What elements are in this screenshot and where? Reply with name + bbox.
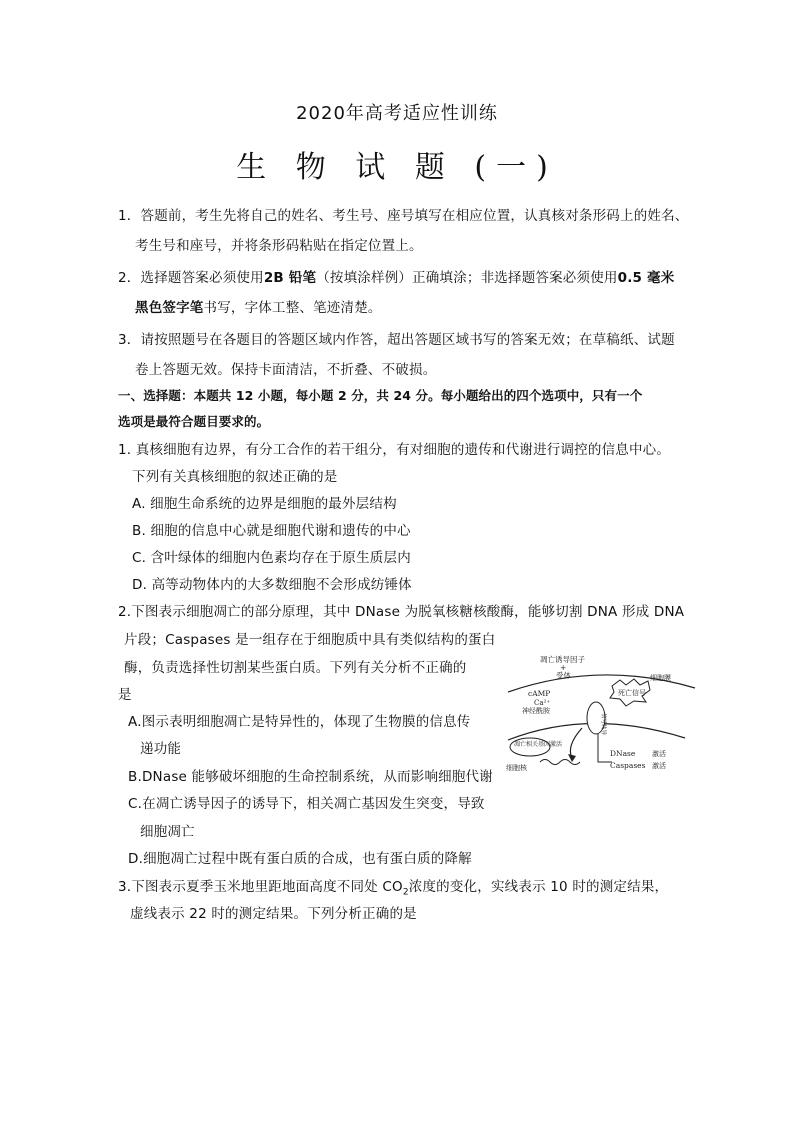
label-dnase: DNase xyxy=(610,749,636,758)
section-header-line2: 选项是最符合题目要求的。 xyxy=(118,414,270,429)
label-ca: Ca²⁺ xyxy=(534,699,551,707)
q1-stem-line1: 1. 真核细胞有边界，有分工合作的若干组分，有对细胞的遗传和代谢进行调控的信息中心。 xyxy=(118,442,671,458)
q2-stem-line2: 片段；Caspases 是一组存在于细胞质中具有类似结构的蛋白 xyxy=(124,632,496,648)
exam-title: 生 物 试 题 (一) xyxy=(236,150,558,185)
q2-option-d: D.细胞凋亡过程中既有蛋白质的合成，也有蛋白质的降解 xyxy=(128,851,472,867)
label-caspases: Caspases xyxy=(610,761,646,770)
label-nucleus: 细胞核 xyxy=(506,764,527,772)
instruction-text: （按填涂样例）正确填涂；非选择题答案必须使用 xyxy=(316,270,618,286)
section-header-line1: 一、选择题：本题共 12 小题，每小题 2 分，共 24 分。每小题给出的四个选项中，只有一个 xyxy=(118,388,643,403)
q1-option-b: B. 细胞的信息中心就是细胞代谢和遗传的中心 xyxy=(132,523,411,539)
instruction-text: 选择题答案必须使用 xyxy=(140,270,264,286)
q2-option-c-line1: C.在凋亡诱导因子的诱导下，相关凋亡基因发生突变，导致 xyxy=(128,796,485,812)
label-activate-1: 激活 xyxy=(652,750,666,758)
label-gene-activation: 凋亡相关基因激活 xyxy=(514,741,563,748)
label-receptor: 受体 xyxy=(556,671,571,680)
q3-stem-line2: 虚线表示 22 时的测定结果。下列分析正确的是 xyxy=(130,906,417,922)
instruction-emphasis: 2B 铅笔 xyxy=(263,270,317,286)
instruction-3-line2: 卷上答题无效。保持卡面清洁，不折叠、不破损。 xyxy=(135,362,437,378)
q3-text: 浓度的变化，实线表示 10 时的测定结果， xyxy=(408,879,669,895)
instruction-number: 3． xyxy=(118,332,141,348)
label-ceramide: 神经酰胺 xyxy=(522,707,550,715)
instruction-3-line1 xyxy=(118,334,675,348)
instruction-emphasis: 0.5 毫米 xyxy=(617,270,675,286)
q2-option-b: B.DNase 能够破坏细胞的生命控制系统，从而影响细胞代谢 xyxy=(128,769,493,785)
label-death-signal: 死亡信号 xyxy=(618,689,646,697)
q1-option-d: D. 高等动物体内的大多数细胞不会形成纺锤体 xyxy=(132,577,412,593)
label-plus: + xyxy=(560,663,567,672)
instruction-text: 答题前，考生先将自己的姓名、考生号、座号填写在相应位置，认真核对条形码上的姓名、 xyxy=(140,208,689,224)
instruction-text: 书写，字体工整、笔迹清楚。 xyxy=(203,300,382,316)
q3-stem-line1 xyxy=(118,881,668,898)
q2-option-a-line1: A.图示表明细胞凋亡是特异性的，体现了生物膜的信息传 xyxy=(128,714,471,730)
label-signal-transduction: 信号转导 xyxy=(600,713,606,736)
instruction-number: 2． xyxy=(118,270,141,286)
instruction-emphasis: 黑色签字笔 xyxy=(135,300,204,316)
instruction-number: 1． xyxy=(118,208,141,224)
q2-stem-line4: 是 xyxy=(118,687,132,703)
instruction-text: 请按照题号在各题目的答题区域内作答，超出答题区域书写的答案无效；在草稿纸、试题 xyxy=(140,332,675,348)
exam-subtitle: 2020年高考适应性训练 xyxy=(296,103,498,124)
q2-option-c-line2: 细胞凋亡 xyxy=(140,824,195,840)
q2-stem-line1: 2.下图表示细胞凋亡的部分原理，其中 DNase 为脱氧核糖核酸酶，能够切割 DNA 形成 DNA xyxy=(118,604,685,620)
dna-wave xyxy=(540,760,580,765)
label-cell-membrane: 细胞膜 xyxy=(650,674,671,682)
q3-subscript: 2 xyxy=(402,887,409,898)
q2-stem-line3: 酶，负责选择性切割某些蛋白质。下列有关分析不正确的 xyxy=(124,660,467,676)
q3-text: 3.下图表示夏季玉米地里距地面高度不同处 CO xyxy=(118,879,403,895)
apoptosis-diagram xyxy=(500,650,700,775)
label-activate-2: 激活 xyxy=(652,762,666,770)
label-inducer: 凋亡诱导因子 xyxy=(540,655,585,664)
q1-option-c: C. 含叶绿体的细胞内色素均存在于原生质层内 xyxy=(132,550,411,566)
label-camp: cAMP xyxy=(528,689,551,698)
q1-option-a: A. 细胞生命系统的边界是细胞的最外层结构 xyxy=(132,496,397,512)
instruction-1-line2: 考生号和座号，并将条形码粘贴在指定位置上。 xyxy=(135,238,423,254)
instruction-2-line2 xyxy=(135,302,382,316)
instruction-2-line1 xyxy=(118,272,674,286)
q2-option-a-line2: 递功能 xyxy=(140,741,182,757)
instruction-1-line1 xyxy=(118,210,689,224)
curved-arrow-icon xyxy=(570,728,582,758)
q1-stem-line2: 下列有关真核细胞的叙述正确的是 xyxy=(132,469,338,485)
